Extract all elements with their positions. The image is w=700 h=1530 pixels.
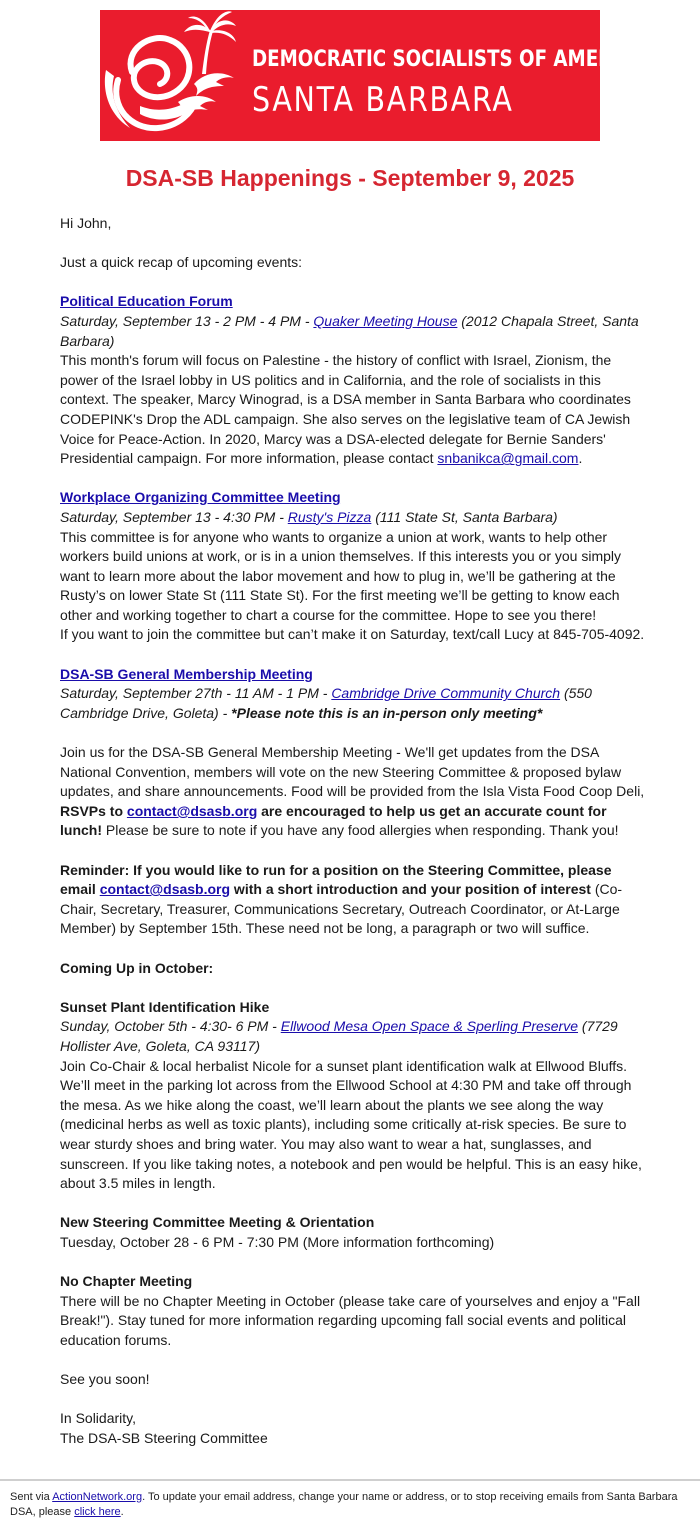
footer-divider	[0, 1479, 700, 1481]
reminder-c: (Co-Chair, Secretary, Treasurer, Communications Secretary, Outreach Coordinator, or At-Large Member) by September 15th. These need not be long, a paragraph or two will suffice.	[60, 881, 623, 937]
event2-title-link[interactable]: Workplace Organizing Committee Meeting	[60, 489, 341, 506]
hike-details	[60, 1017, 645, 1056]
event3-rsvp-a: RSVPs to	[60, 802, 127, 819]
event3-when: Saturday, September 27th - 11 AM - 1 PM -	[60, 685, 332, 702]
event2-when: Saturday, September 13 - 4:30 PM -	[60, 508, 288, 525]
see-you-text: See you soon!	[60, 1371, 150, 1388]
event2-body2: If you want to join the committee but can’t make it on Saturday, text/call Lucy at 845-705-4092.	[60, 626, 645, 643]
footer-text-c: .	[120, 1506, 124, 1518]
rose-palm-dolphin-logo-icon	[100, 10, 250, 141]
event1-title-link[interactable]: Political Education Forum	[60, 293, 233, 310]
footer	[10, 1490, 690, 1520]
steering-title: New Steering Committee Meeting & Orientation	[60, 1214, 375, 1231]
hike-when: Sunday, October 5th - 4:30- 6 PM -	[60, 1018, 281, 1035]
hike-venue-link[interactable]: Ellwood Mesa Open Space & Sperling Preserve	[280, 1018, 579, 1035]
event3-note: *Please note this is an in-person only meeting*	[231, 704, 543, 721]
event1-email-link[interactable]: snbanikca@gmail.com	[437, 450, 579, 467]
nochapter-body: There will be no Chapter Meeting in October (please take care of yourselves and enjoy a "Fall Break!"). Stay tuned for more information regarding upcoming fall social events and political education forums.	[60, 1292, 641, 1348]
event3-description	[60, 743, 645, 841]
event1-venue-link[interactable]: Quaker Meeting House	[313, 312, 458, 329]
nochapter-title: No Chapter Meeting	[60, 1273, 193, 1290]
event3-email-link[interactable]: contact@dsasb.org	[126, 802, 258, 819]
footer-text-b: . To update your email address, change your name or address, or to stop receiving emails from Santa Barbara DSA, please	[10, 1491, 678, 1518]
event3-body-b: Please be sure to note if you have any food allergies when responding. Thank you!	[102, 822, 619, 839]
signature-text: The DSA-SB Steering Committee	[60, 1429, 268, 1446]
reminder-a: Reminder: If you would like to run for a position on the Steering Committee, please email	[60, 861, 612, 898]
header-banner	[100, 10, 647, 141]
reminder-email-link[interactable]: contact@dsasb.org	[99, 881, 231, 898]
actionnetwork-link[interactable]: ActionNetwork.org	[52, 1491, 143, 1503]
event1-end: .	[578, 450, 583, 467]
page-title: DSA-SB Happenings - September 9, 2025	[125, 165, 575, 191]
banner-title-line2: SANTA BARBARA	[252, 80, 514, 120]
reminder-paragraph	[60, 861, 645, 939]
email-body	[60, 214, 645, 1448]
hike-address: (7729 Hollister Ave, Goleta, CA 93117)	[60, 1018, 618, 1054]
steering-when: Tuesday, October 28 - 6 PM - 7:30 PM (More information forthcoming)	[60, 1233, 495, 1250]
event2-venue-link[interactable]: Rusty's Pizza	[287, 508, 372, 525]
october-heading: Coming Up in October:	[60, 959, 214, 976]
hike-title: Sunset Plant Identification Hike	[60, 998, 270, 1015]
solidarity-text: In Solidarity,	[60, 1410, 136, 1427]
event1-address: (2012 Chapala Street, Santa Barbara)	[60, 312, 639, 349]
hike-body: Join Co-Chair & local herbalist Nicole for a sunset plant identification walk at Ellwood Bluffs. We’ll meet in the parking lot across from the Ellwood School at 4:30 PM and take off through the mesa. As we hike along the coast, we’ll learn about the plants we see along the way (medicinal herbs as well as toxic plants), including some critically at-risk species. Be sure to wear sturdy shoes and bring water. You may also want to wear a hat, sunglasses, and sunscreen. If you like taking notes, a notebook and pen would be helpful. This is an easy hike, about 3.5 miles in length.	[60, 1057, 642, 1192]
event2-details	[60, 508, 645, 528]
footer-text-a: Sent via	[10, 1491, 53, 1503]
event3-rsvp-b: are encouraged to help us get an accurate count for lunch!	[60, 802, 607, 839]
event2-body: This committee is for anyone who wants to organize a union at work, wants to help other workers build unions at work, or is in a union themselves. If this interests you or you simply want to learn more about the labor movement and how to plug in, we’ll be gathering at the Rusty’s on lower State St (111 State St). For the first meeting we’ll be getting to know each other and working together to chart a course for the committee. Hope to see you there!	[60, 528, 622, 623]
banner-title-line1: DEMOCRATIC SOCIALISTS OF AMERICA	[252, 47, 647, 72]
event1-body: This month's forum will focus on Palestine - the history of conflict with Israel, Zionism, the power of the Israel lobby in US politics and in California, and the role of socialists in this context. The speaker, Marcy Winograd, is a DSA member in Santa Barbara who coordinates CODEPINK's Drop the ADL campaign. She also serves on the legislative team of CA Jewish Voice for Peace-Action. In 2020, Marcy was a DSA-elected delegate for Bernie Sanders' Presidential campaign. For more information, please contact	[60, 352, 631, 467]
reminder-b: with a short introduction and your position of interest	[230, 881, 591, 898]
intro-text: Just a quick recap of upcoming events:	[60, 254, 303, 271]
event1-when: Saturday, September 13 - 2 PM - 4 PM -	[60, 312, 314, 329]
event3-body-a: Join us for the DSA-SB General Membership Meeting - We'll get updates from the DSA National Convention, members will vote on the new Steering Committee & proposed bylaw updates, and share announcements. Food will be provided from the Isla Vista Food Coop Deli,	[60, 744, 645, 800]
event2-address: (111 State St, Santa Barbara)	[371, 508, 558, 525]
event3-venue-link[interactable]: Cambridge Drive Community Church	[331, 685, 561, 702]
event3-address: (550 Cambridge Drive, Goleta) -	[60, 685, 592, 721]
event1-details	[60, 312, 645, 351]
unsubscribe-link[interactable]: click here	[74, 1506, 121, 1518]
event3-title-link[interactable]: DSA-SB General Membership Meeting	[60, 665, 313, 682]
event3-details	[60, 684, 645, 723]
event1-description	[60, 351, 645, 469]
greeting: Hi John,	[60, 215, 112, 231]
